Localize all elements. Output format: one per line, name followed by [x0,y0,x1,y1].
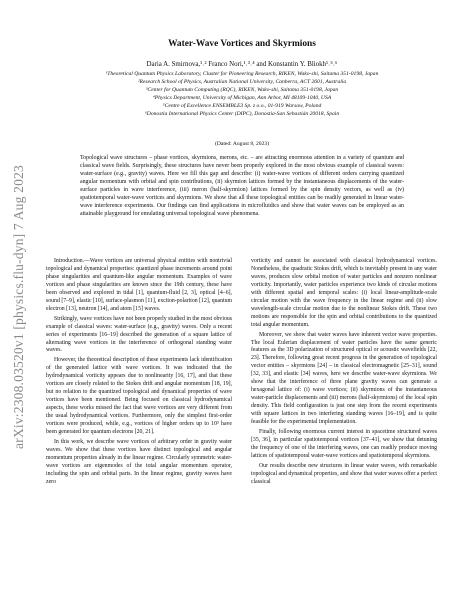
paragraph: Finally, following enormous current interest in spacetime structured waves [35, 36], in particular spatiotemporal vortices [37–41], we show that detuning the frequency of one of the interfering waves, one can readily produce moving lattices of spatiotemporal water-wave vortices and spatiotemporal skyrmions. [251,429,437,459]
paragraph: However, the theoretical description of these experiments lack identification of the generated lattice with wave vortices. It was indicated that the hydrodynamical vorticity appears due to nonlinearity [16, 17], and that these vortices are closely related to the Stokes drift and angular momentum [18, 19], but no relation to the quantized topological and dynamical properties of wave vortices have been mentioned. Being focused on classical hydrodynamical aspects, these works missed the fact that wave vortices are very different from the usual hydrodynamical vortices. Furthermore, only the simplest first-order vortices were produced, while, e.g., vortices of higher orders up to 10³ have been generated for quantum electrons [20, 21]. [46,357,232,436]
arxiv-identifier: arXiv:2308.03520v1 [physics.flu-dyn] 7 Aug 2023 [11,164,26,449]
left-column [46,258,232,487]
affiliation-list [46,71,438,118]
abstract: Topological wave structures – phase vortices, skyrmions, merons, etc. – are attracting enormous attention in a variety of quantum and classical wave fields. Surprisingly, these structures have never been properly explored in the most obvious example of classical waves: water-surface (e.g., gravity) waves. Here we fill this gap and describe: (i) water-wave vortices of different orders carrying quantized angular momentum with orbital and spin contributions, (ii) skyrmion lattices formed by the instantaneous displacements of the water-surface particles in wave interference, (iii) meron (half-skyrmion) lattices formed by the spin density vectors, as well as (iv) spatiotemporal water-wave vortices and skyrmions. We show that all these topological entities can be readily generated in linear water-wave interference experiments. Our findings can find applications in microfluidics and show that water waves can be employed as an attainable playground for emulating universal topological wave phenomena. [80,155,404,217]
right-column [251,258,437,487]
affiliation-4: ⁴Physics Department, University of Michigan, Ann Arbor, MI 48109-1040, USA [152,94,332,101]
affiliation-5: ⁵Centre of Excellence ENSEMBLE3 Sp. z o.o., 01-919 Warsaw, Poland [162,102,322,109]
paragraph: Our results describe new structures in linear water waves, with remarkable topological and dynamical properties, and show that water waves offer a perfect classical [251,462,437,485]
paper-title: Water-Wave Vortices and Skyrmions [168,39,316,49]
arxiv-sidebar [7,0,31,613]
author-list: Daria A. Smirnova,¹˒² Franco Nori,¹˒³˒⁴ and Konstantin Y. Bliokh¹˒⁵˒⁶ [146,61,338,68]
paragraph: Strikingly, wave vortices have not been properly studied in the most obvious example of classical waves: water-surface (e.g., gravity) waves. Only a recent series of experiments [16–19] described the generation of a square lattice of alternating wave vortices in the interference of orthogonal standing water waves. [46,315,232,354]
paragraph: vorticity and cannot be associated with classical hydrodynamical vortices. Nonetheless, the quadratic Stokes drift, which is inevitably present in any water waves, produces slow orbital motion of water particles and nonzero nonlinear vorticity. Importantly, water particles experience two kinds of circular motions with different spatial and temporal scales: (i) local linear-amplitude-scale circular motion with the wave frequency in the linear regime and (ii) slow wavelength-scale circular motion due to the nonlinear Stokes drift. These two motions are responsible for the spin and orbital contributions to the quantized total angular momentum. [251,258,437,328]
paragraph: In this work, we describe wave vortices of arbitrary order in gravity water waves. We show that these vortices have distinct topological and angular momentum properties already in the linear regime. Circularly symmetric water-wave vortices are eigenmodes of the total angular momentum operator, including the spin and orbital parts. In the linear regime, gravity waves have zero [46,438,232,485]
paragraph: Moreover, we show that water waves have inherent vector wave properties. The local Eulerian displacement of water particles have the same generic features as the 3D polarization of structured optical or acoustic wavefields [22, 23]. Therefore, following great recent progress in the generation of topological vector entities – skyrmions [24] – in classical electromagnetic [25–31], sound [32, 33], and elastic [34] waves, here we describe water-wave skyrmions. We show that the interference of three plane gravity waves can generate a hexagonal lattice of: (i) wave vortices; (ii) skyrmions of the instantaneous water-particle displacements and (iii) merons (half-skyrmions) of the local spin density. This field configuration is just one step from the recent experiments with square lattices in two interfering standing waves [16–19], and is quite feasible for the experimental implementation. [251,331,437,426]
dated-line: (Dated: August 8, 2023) [214,141,270,147]
affiliation-6: ⁶Donostia International Physics Center (DIPC), Donostia-San Sebastián 20018, Spain [144,110,340,117]
paragraph-introduction: Introduction.—Wave vortices are universal physical entities with nontrivial topological and dynamical properties: quantized phase increments around point phase singularities and quantum-like angular momentum. Examples of wave vortices and phase singularities are known since the 19th century, these have been observed and explored in tidal [1], quantum-fluid [2, 3], optical [4–6], sound [7–9], elastic [10], surface-plasmon [11], exciton-polariton [12], quantum electron [13], neutron [14], and atom [15] waves. [46,258,232,312]
affiliation-2: ²Research School of Physics, Australian National University, Canberra, ACT 2601, Australia [137,78,347,85]
affiliation-1: ¹Theoretical Quantum Physics Laboratory, Cluster for Pioneering Research, RIKEN, Wako-shi, Saitama 351-0198, Japan [105,71,379,77]
affiliation-3: ³Center for Quantum Computing (RQC), RIKEN, Wako-shi, Saitama 351-0198, Japan [145,86,339,93]
